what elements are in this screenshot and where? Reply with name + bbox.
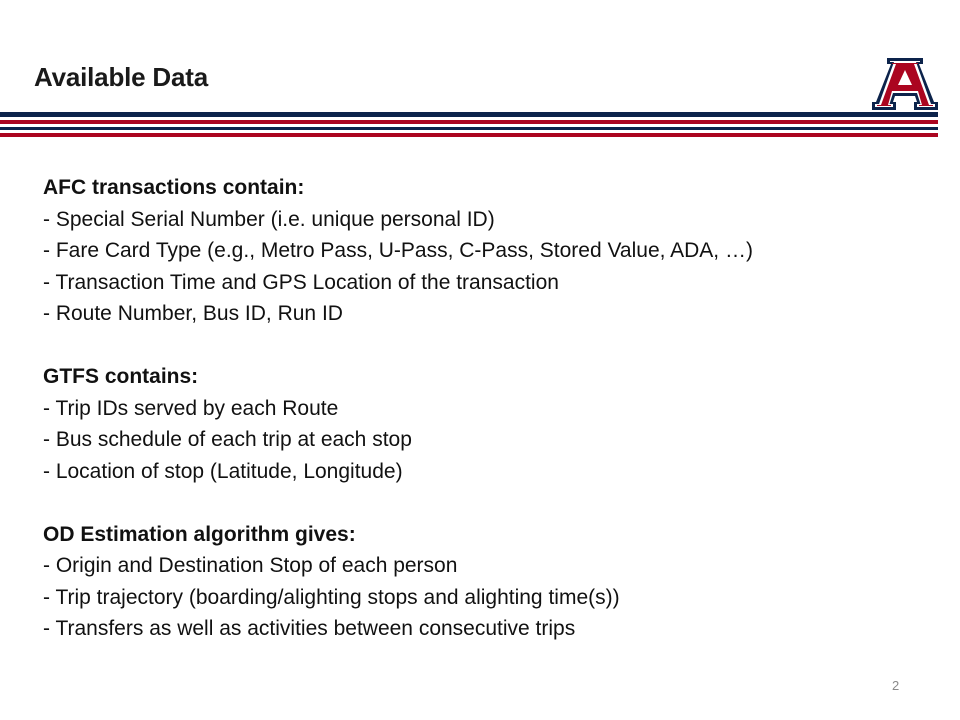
- list-item: - Route Number, Bus ID, Run ID: [43, 302, 343, 325]
- slide-title: Available Data: [34, 62, 208, 92]
- list-item: - Transfers as well as activities between consecutive trips: [43, 617, 576, 640]
- list-item: - Fare Card Type (e.g., Metro Pass, U-Pass, C-Pass, Stored Value, ADA, …): [43, 239, 753, 262]
- list-item: - Location of stop (Latitude, Longitude): [43, 459, 403, 483]
- page-number: 2: [892, 678, 900, 693]
- header-rule-red-top: [0, 120, 938, 124]
- list-item: - Special Serial Number (i.e. unique personal ID): [43, 207, 495, 231]
- section-heading: GTFS contains:: [43, 365, 199, 388]
- section-gtfs: [43, 361, 923, 487]
- section-heading: OD Estimation algorithm gives:: [43, 522, 356, 546]
- list-item: - Bus schedule of each trip at each stop: [43, 428, 412, 451]
- section-heading: AFC transactions contain:: [43, 176, 305, 199]
- slide-body: [43, 172, 923, 645]
- section-od-estimation: [43, 519, 923, 645]
- university-logo-icon: [872, 56, 938, 112]
- header-rule-red-bottom: [0, 133, 938, 137]
- list-item: - Trip trajectory (boarding/alighting stops and alighting time(s)): [43, 585, 620, 609]
- section-afc: [43, 172, 923, 330]
- list-item: - Origin and Destination Stop of each person: [43, 554, 458, 577]
- list-item: - Trip IDs served by each Route: [43, 396, 339, 420]
- header-rule-navy-top: [0, 112, 938, 117]
- header-rule-navy-bottom: [0, 127, 938, 130]
- list-item: - Transaction Time and GPS Location of the transaction: [43, 270, 559, 294]
